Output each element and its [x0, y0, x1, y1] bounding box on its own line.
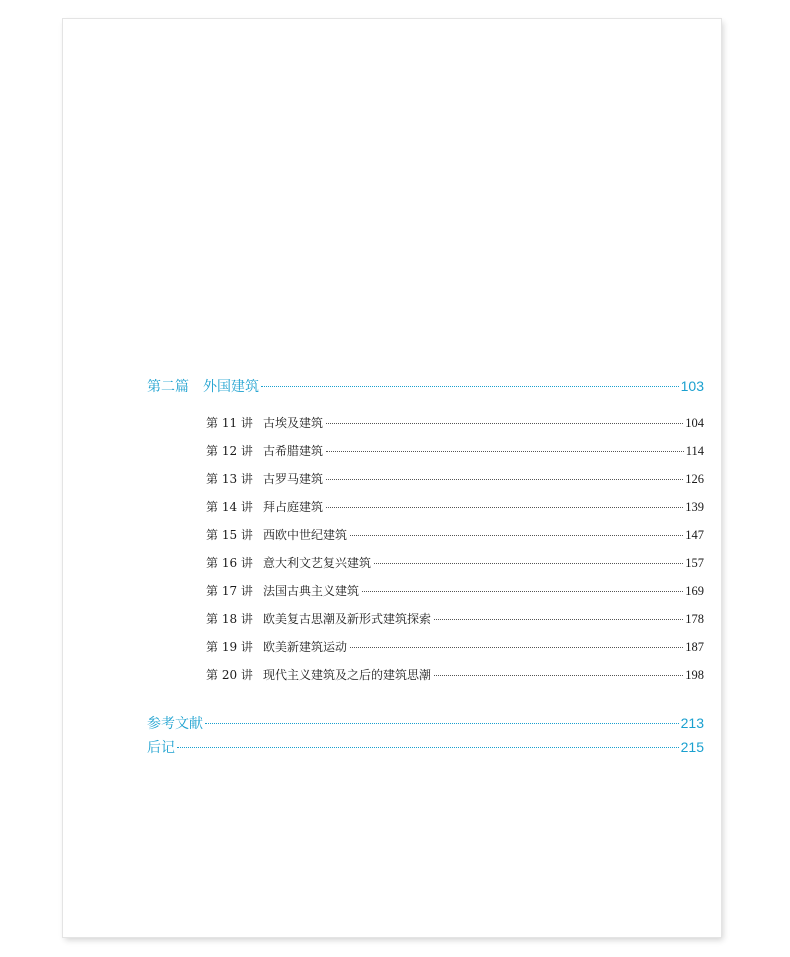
toc-lecture-row[interactable] [206, 554, 704, 571]
dot-leader [326, 423, 683, 424]
lecture-number: 第 15 讲 [206, 528, 253, 542]
lecture-title: 欧美新建筑运动 [263, 640, 348, 654]
lecture-page-number: 104 [685, 416, 704, 430]
back-matter-title: 参考文献 [147, 716, 203, 732]
dot-leader [434, 619, 683, 620]
toc-lecture-row[interactable] [206, 498, 704, 515]
lecture-title: 古希腊建筑 [263, 444, 324, 458]
lecture-title: 现代主义建筑及之后的建筑思潮 [263, 668, 432, 682]
lecture-title: 古埃及建筑 [263, 416, 324, 430]
dot-leader [434, 675, 683, 676]
toc-lecture-row[interactable] [206, 666, 704, 683]
dot-leader [326, 451, 684, 452]
lecture-page-number: 198 [685, 668, 704, 682]
back-matter-page-number: 213 [680, 715, 704, 731]
lecture-page-number: 139 [685, 500, 704, 514]
lecture-title: 法国古典主义建筑 [263, 584, 360, 598]
toc-lecture-row[interactable] [206, 414, 704, 431]
lecture-number: 第 19 讲 [206, 640, 253, 654]
lecture-page-number: 157 [685, 556, 704, 570]
toc-lecture-row[interactable] [206, 610, 704, 627]
toc-lecture-row[interactable] [206, 442, 704, 459]
dot-leader [350, 647, 683, 648]
toc-back-matter-row[interactable] [147, 737, 704, 757]
lecture-title: 古罗马建筑 [263, 472, 324, 486]
dot-leader [374, 563, 683, 564]
back-matter-page-number: 215 [680, 739, 704, 755]
lecture-number: 第 16 讲 [206, 556, 253, 570]
lecture-number: 第 12 讲 [206, 444, 253, 458]
lecture-number: 第 11 讲 [206, 416, 253, 430]
table-of-contents [63, 19, 721, 937]
toc-lecture-row[interactable] [206, 470, 704, 487]
lecture-page-number: 169 [685, 584, 704, 598]
dot-leader [362, 591, 683, 592]
dot-leader [205, 723, 679, 724]
lecture-title: 拜占庭建筑 [263, 500, 324, 514]
part-label: 第二篇 [147, 379, 189, 395]
back-matter-title: 后记 [147, 740, 175, 756]
lecture-title: 意大利文艺复兴建筑 [263, 556, 372, 570]
toc-back-matter-row[interactable] [147, 713, 704, 733]
lecture-page-number: 126 [685, 472, 704, 486]
dot-leader [177, 747, 679, 748]
lecture-number: 第 17 讲 [206, 584, 253, 598]
lecture-page-number: 187 [685, 640, 704, 654]
lecture-title: 欧美复古思潮及新形式建筑探索 [263, 612, 432, 626]
dot-leader [326, 507, 683, 508]
lecture-number: 第 20 讲 [206, 668, 253, 682]
lecture-page-number: 147 [685, 528, 704, 542]
lecture-title: 西欧中世纪建筑 [263, 528, 348, 542]
part-title: 外国建筑 [203, 379, 259, 395]
toc-part-heading[interactable] [147, 376, 704, 396]
part-page-number: 103 [680, 378, 704, 394]
lecture-number: 第 18 讲 [206, 612, 253, 626]
dot-leader [261, 386, 679, 387]
toc-lecture-row[interactable] [206, 582, 704, 599]
toc-lecture-row[interactable] [206, 526, 704, 543]
dot-leader [326, 479, 683, 480]
lecture-number: 第 14 讲 [206, 500, 253, 514]
lecture-page-number: 114 [685, 444, 704, 458]
lecture-page-number: 178 [685, 612, 704, 626]
toc-lecture-row[interactable] [206, 638, 704, 655]
dot-leader [350, 535, 683, 536]
lecture-number: 第 13 讲 [206, 472, 253, 486]
book-page [63, 19, 721, 937]
